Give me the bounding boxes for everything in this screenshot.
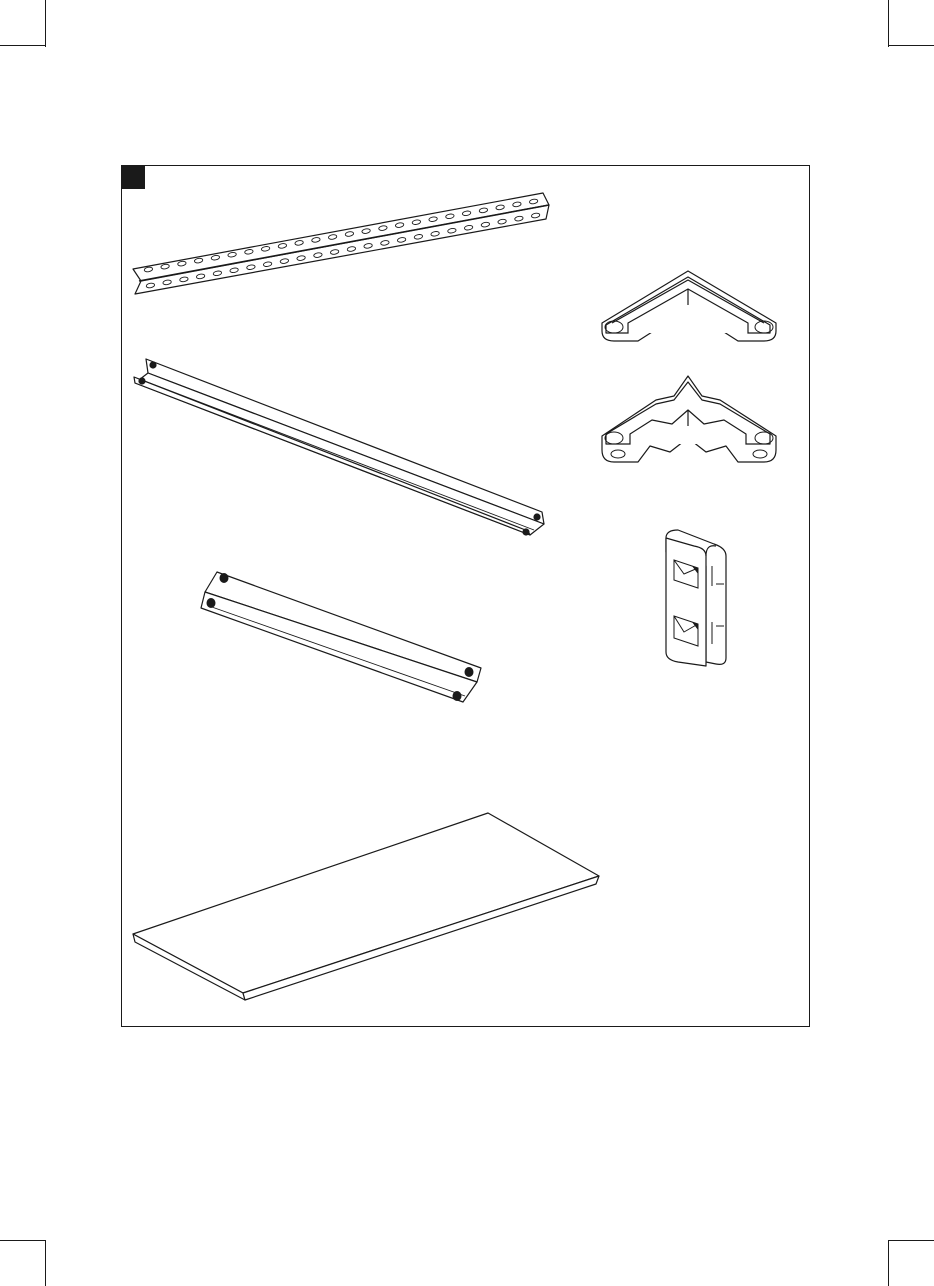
slotted-angle-upright [128,188,558,300]
bolt-hole [207,598,216,608]
crop-mark-top-right-v [888,0,889,47]
upright-clip-connector [660,526,730,671]
crop-mark-bottom-left-h [0,1240,45,1241]
crop-mark-top-left-v [45,0,46,47]
corner-foot-cap-joint [598,370,782,468]
crop-mark-bottom-right-h [889,1240,934,1241]
bolt-hole [220,573,229,583]
crop-mark-top-left-h [0,45,45,46]
crop-mark-top-right-h [889,45,934,46]
corner-foot-cap [598,265,780,347]
bolt-hole [453,691,462,701]
bolt-hole [465,667,474,677]
bolt-hole [533,513,540,520]
shelf-panel [128,808,604,1004]
section-marker [121,165,145,189]
crop-mark-bottom-left-v [45,1240,46,1286]
bolt-hole [522,528,529,535]
bolt-hole [138,377,145,384]
crop-mark-bottom-right-v [888,1240,889,1286]
short-shelf-beam [197,568,487,708]
bolt-hole [149,361,156,368]
long-shelf-beam [132,355,552,540]
